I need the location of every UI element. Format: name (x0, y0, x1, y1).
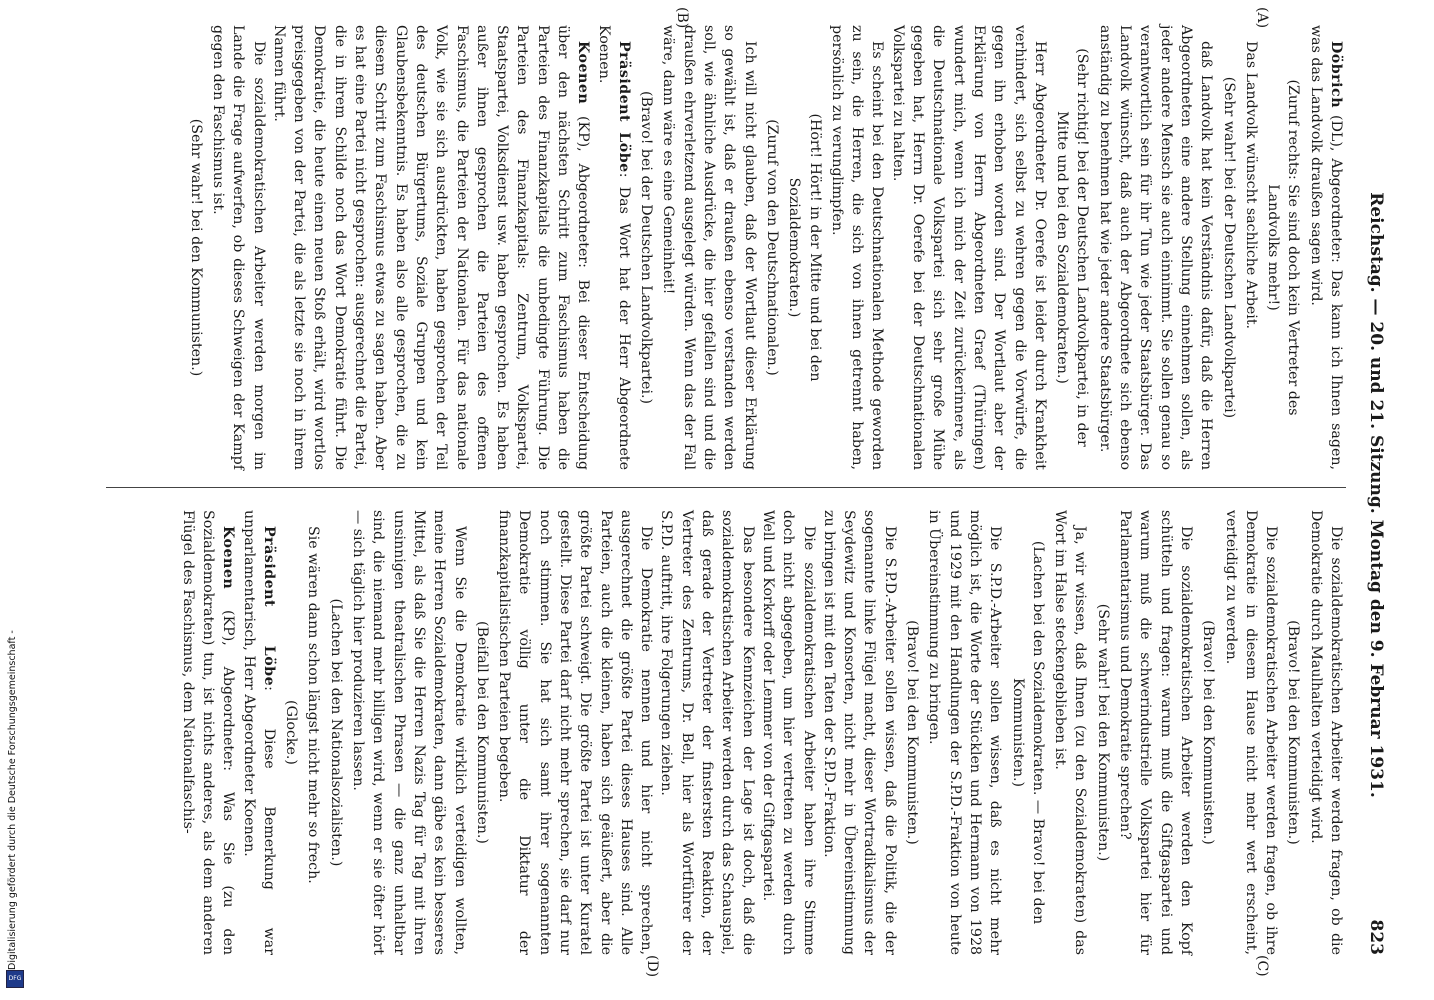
paragraph (819, 510, 900, 955)
paragraph (656, 510, 757, 955)
interjection: (Sehr wahr! bei den Kommunisten.) (1094, 603, 1111, 862)
paragraph (1220, 510, 1281, 955)
interjection: (Bravo! bei der Deutschen Landvolkpartei.) (638, 90, 655, 405)
paragraph (208, 25, 269, 470)
interjection: (Bravo! bei den Kommunisten.) (904, 620, 921, 845)
paragraph-text: Die sozialdemokratischen Arbeiter werden fragen, ob ihre Demokratie in diesem Hause nicht mehr wert erscheint, verteidigt zu werden. (1222, 510, 1280, 955)
paragraph-text: : Das Wort hat der Herr Abgeordnete Koenen. (595, 25, 632, 470)
interjection: (Beifall bei den Kommunisten.) (473, 621, 490, 844)
interjection: (Hört! Hört! in der Mitte und bei den Sozialdemokraten.) (786, 113, 823, 382)
speaker-name: Präsident Löbe (260, 526, 277, 687)
paragraph-text: Sie wären dann schon längst nicht mehr so frech. (305, 526, 322, 884)
paragraph-text: Es scheint bei den Deutschnationalen Methode geworden zu sein, die Herren, die sich von ihnen getrennt haben, persönlich zu verunglimpfen. (828, 25, 886, 470)
paragraph-text: Ja, wir wissen, daß Ihnen (zu den Sozialdemokraten) das Wort im Halse steckengeblieben ist. (1052, 510, 1089, 955)
right-column (177, 510, 1346, 955)
dfg-logo-icon: DFG (6, 970, 24, 988)
digitization-footer (2, 592, 24, 992)
margin-marker-c: (C) (1254, 955, 1270, 977)
interjection: (Zuruf rechts: Sie sind doch kein Vertreter des Landvolks mehr!) (1265, 79, 1302, 416)
paragraph-text: Ich will nicht glauben, daß der Wortlaut dieser Erklärung so gewählt ist, daß er draußen ebenso verstanden werden soll, wie ähnliche Ausdrücke, die hier gefallen sind und die draußen ehrverletzend ausgelegt würden. Wenn das der Fall wäre, dann wäre es eine Gemeinheit! (660, 25, 758, 470)
paragraph-text: Die sozialdemokratischen Arbeiter werden morgen im Lande die Frage aufwerfen, ob dieses Schweigen der Kampf gegen den Faschismus ist. (209, 25, 267, 470)
speech-paragraph (1305, 25, 1346, 470)
paragraph-text: (KP), Abgeordneter: Was Sie (zu den Sozialdemokraten) tun, ist nichts anderes, als dem anderen Flügel des Faschismus, dem Nationalfaschis- (179, 510, 237, 955)
paragraph (1115, 510, 1196, 955)
paragraph (1241, 25, 1261, 470)
paragraph-text: Das Landvolk wünscht sachliche Arbeit. (1242, 41, 1259, 330)
paragraph-text: Die sozialdemokratischen Arbeiter werden fragen, ob die Demokratie durch Maulhalten verteidigt wird. (1307, 510, 1344, 955)
speaker-name: Koenen (220, 526, 237, 590)
speech-paragraph (593, 25, 634, 470)
interjection: (Sehr wahr! bei den Kommunisten.) (187, 118, 204, 377)
interjection: (Glocke.) (283, 700, 300, 765)
interjection: (Zuruf von den Deutschnationalen.) (763, 119, 780, 376)
paragraph (494, 510, 656, 955)
page-number: 823 (1366, 919, 1386, 955)
paragraph (924, 510, 1005, 955)
paragraph-text: Die Demokratie nennen und hier nicht sprechen, ausgerechnet die größte Partei dieses Hauses sind. Alle Parteien, auch die kleinen, haben sich geäußert, aber die größte Partei schweigt. Die größte Partei ist unter Kuratel gestellt. Diese Partei darf nicht mehr sprechen, sie darf nur noch stimmen. Sie hat sich samt ihrer sogenannten Demokratie völlig unter die Diktatur der finanzkapitalistischen Parteien begeben. (496, 510, 655, 955)
footer-text: Digitalisierung gefördert durch die Deutsche Forschungsgemeinschaft - (7, 630, 18, 970)
column-divider (106, 487, 1346, 488)
left-column (183, 25, 1346, 470)
speaker-name: Präsident Löbe (615, 41, 632, 173)
paragraph-text: Die S.P.D.-Arbeiter sollen wissen, daß es nicht mehr möglich ist, die Worte der Stücklen und Hermann von 1928 und 1929 mit den Handlungen der S.P.D.-Fraktion von heute in Übereinstimmung zu bringen. (926, 510, 1004, 955)
paragraph (1050, 510, 1091, 955)
speech-paragraph (269, 25, 594, 470)
running-header (1356, 35, 1386, 955)
paragraph-text: daß Landvolk hat kein Verständnis dafür, daß die Herren Abgeordneten eine andere Stellung einnehmen sollen, als jeder andere Mensch sie auch einnimmt. Sie sollen genau so verantwortlich sein für ihr Tun wie jeder Staatsbürger. Das Landvolk wünscht, daß auch der Abgeordnete sich ebenso anständig zu benehmen hat wie jeder andere Staatsbürger. (1096, 25, 1215, 470)
paragraph-text: Wenn Sie die Demokratie wirklich verteidigen wollten, meine Herren Sozialdemokraten, dann gäbe es kein besseres Mittel, als daß Sie die Herren Nazis Tag für Tag mit ihren unsinnigen theatralischen Phrasen — die ganz unhaltbar sind, die niemand mehr billigen wird, wenn er sie öfter hört — sich täglich hier produzieren lassen. (350, 510, 468, 955)
paragraph (1305, 510, 1346, 955)
paragraph (887, 25, 1049, 470)
interjection: (Lachen bei den Sozialdemokraten. — Bravo! bei den Kommunisten.) (1009, 540, 1046, 925)
paragraph-text: (DL), Abgeordneter: Das kann ich Ihnen sagen, was das Landvolk draußen sagen wird. (1307, 25, 1344, 470)
paragraph-text: Herr Abgeordneter Dr. Oerefe ist leider durch Krankheit verhindert, sich selbst zu wehren gegen die Vorwürfe, die gegen ihn erhoben worden sind. Der Wortlaut aber der Erklärung von Herrn Abgeordneten Graef (Thüringen) wundert mich, wenn ich mich der Zeit zurückerinnere, als die Deutschnationale Volkspartei sich sehr große Mühe gegeben hat, Herrn Dr. Oerefe bei der Deutschnationalen Volkspartei zu halten. (889, 25, 1048, 470)
margin-marker-d: (D) (644, 955, 660, 978)
interjection: (Bravo! bei den Kommunisten.) (1200, 620, 1217, 845)
header-title: Reichstag. — 20. und 21. Sitzung. Montag den 9. Februar 1931. (1366, 192, 1386, 798)
paragraph-text: Die sozialdemokratischen Arbeiter werden den Kopf schütteln und fragen: warum muß die Giftgaspartei und warum muß die schwerindustrielle Volkspartei hier für Parlamentarismus und Demokratie sprechen? (1117, 510, 1194, 955)
speaker-name: Koenen (575, 41, 592, 105)
speech-paragraph (177, 510, 238, 955)
speech-paragraph (238, 510, 279, 955)
interjection: (Bravo! bei den Kommunisten.) (1285, 620, 1302, 845)
paragraph (303, 510, 323, 955)
paragraph (658, 25, 759, 470)
margin-marker-a: (A) (1254, 7, 1270, 29)
paragraph (827, 25, 888, 470)
interjection: (Sehr wahr! bei der Deutschen Landvolkpartei) (1220, 76, 1237, 419)
paragraph-text: Die S.P.D.-Arbeiter sollen wissen, daß die Politik, die der sogenannte linke Flügel macht, dieser Wortradikalismus der Seydewitz und Konsorten, nicht mehr in Übereinstimmung zu bringen ist mit den Taten der S.P.D.-Fraktion. (820, 510, 898, 955)
paragraph-text: : Diese Bemerkung war unparlamentarisch, Herr Abgeordneter Koenen. (240, 510, 277, 955)
margin-marker-b: (B) (674, 7, 690, 29)
paragraph (1094, 25, 1216, 470)
speaker-name: Döbrich (1328, 41, 1344, 109)
paragraph-text: Die sozialdemokratischen Arbeiter haben ihre Stimme doch nicht abgegeben, um hier vertreten zu werden durch Well und Korkorff oder Lemmer von der Giftgaspartei. (759, 510, 817, 955)
document-page (10, 5, 1390, 985)
paragraph-text: (KP), Abgeordneter: Bei dieser Entscheidung über den nächsten Schritt zum Faschismus haben die Parteien des Finanzkapitals die unbedingte Führung. Die Parteien des Finanzkapitals: Zentrum, Volkspartei, Staatspartei, Volksdienst usw. haben gesprochen. Es haben außer ihnen gesprochen die Parteien des offenen Faschismus, die Parteien der Nationalen. Für das nationale Volk, wie sie sich ausdrückten, haben gesprochen der Teil des deutschen Bürgertums, Soziale Gruppen und kein Glaubensbekenntnis. Es haben also alle gesprochen, die zu diesem Schritt zum Faschismus etwas zu sagen haben. Aber es hat eine Partei nicht gesprochen: ausgerechnet die Partei, die in ihrem Schilde noch das Wort Demokratie führt. Die Demokratie, die heute einen neuen Stoß erhält, wird wortlos preisgegeben von der Partei, die als letzte sie noch in ihrem Namen führt. (270, 25, 592, 470)
paragraph-text: Das besondere Kennzeichen der Lage ist doch, daß die sozialdemokratischen Arbeiter werden durch das Schauspiel, daß gerade der Vertreter der finstersten Reaktion, der Vertreter des Zentrums, Dr. Bell, hier als Wortführer der S.P.D. auftritt, ihre Folgerungen ziehen. (658, 510, 756, 955)
interjection: (Lachen bei den Nationalsozialisten.) (327, 598, 344, 867)
paragraph (348, 510, 470, 955)
interjection: (Sehr richtig! bei der Deutschen Landvolkpartei, in der Mitte und bei den Sozialdemokraten.) (1054, 48, 1091, 447)
paragraph (758, 510, 819, 955)
